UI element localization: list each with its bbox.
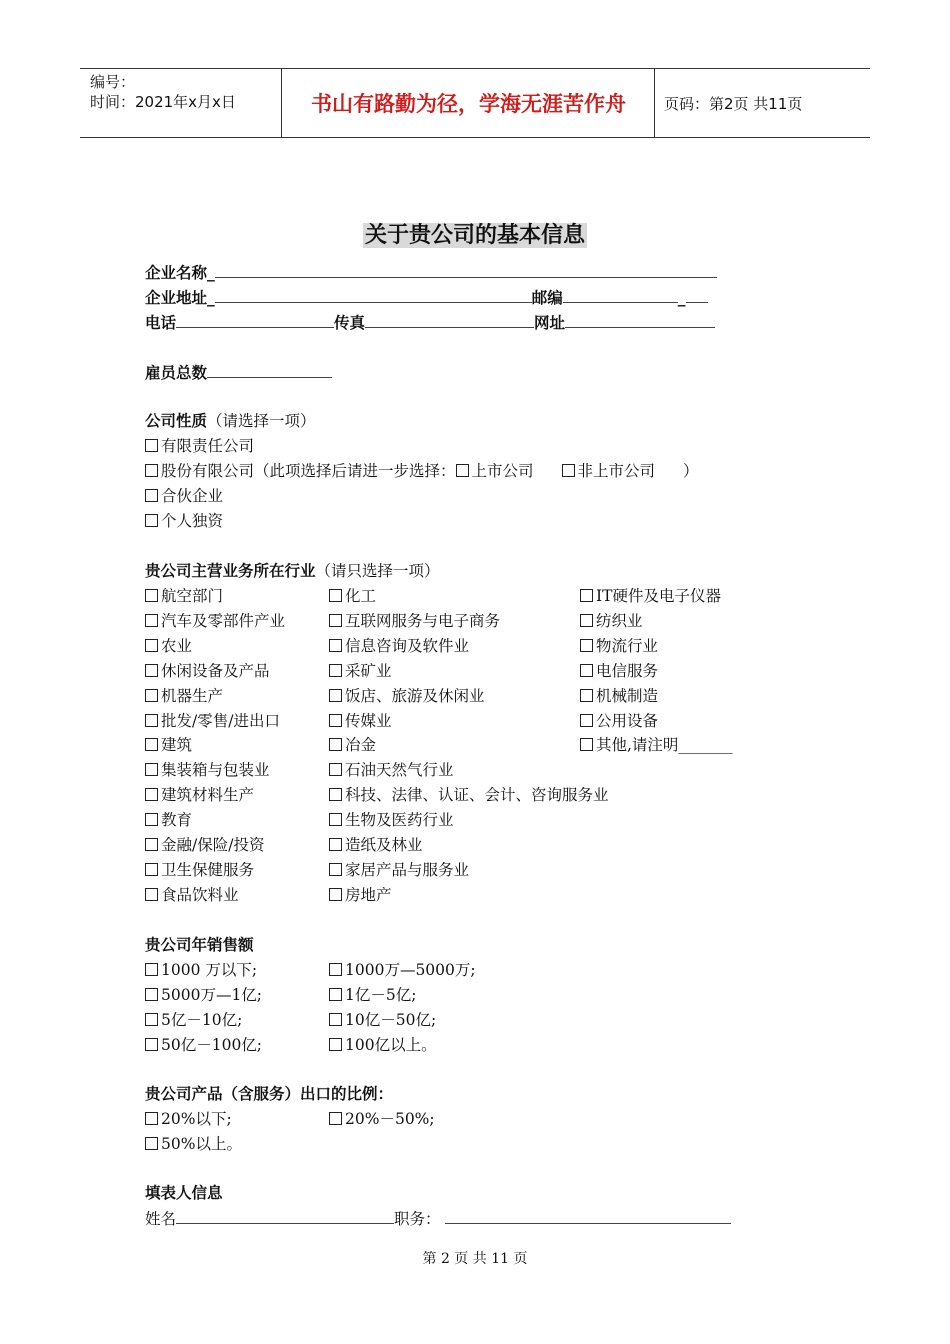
option-label: 机器生产: [161, 686, 224, 705]
option-label: 科技、法律、认证、会计、咨询服务业: [345, 786, 609, 805]
page-header: [80, 68, 870, 138]
checkbox-option[interactable]: [329, 960, 476, 980]
option-label: 食品饮料业: [161, 885, 239, 904]
checkbox[interactable]: [329, 714, 342, 727]
checkbox-option[interactable]: [329, 1109, 435, 1129]
checkbox[interactable]: [145, 813, 158, 826]
checkbox-option[interactable]: [329, 711, 392, 731]
checkbox[interactable]: [456, 464, 469, 477]
option-label: 集装箱与包装业: [161, 761, 270, 780]
checkbox-option[interactable]: [329, 586, 376, 606]
website-field[interactable]: [565, 312, 715, 328]
checkbox-option[interactable]: [329, 735, 376, 755]
option-label: 20%以下;: [161, 1110, 232, 1128]
checkbox-option[interactable]: [145, 1134, 242, 1154]
checkbox-option[interactable]: [145, 760, 270, 780]
checkbox[interactable]: [580, 689, 593, 702]
option-label: 卫生保健服务: [161, 860, 255, 879]
checkbox[interactable]: [145, 664, 158, 677]
checkbox[interactable]: [145, 589, 158, 602]
number-label: 编号：: [90, 73, 136, 91]
checkbox[interactable]: [329, 838, 342, 851]
checkbox[interactable]: [145, 714, 158, 727]
filler-name-field[interactable]: [176, 1208, 394, 1224]
checkbox-option[interactable]: [329, 611, 500, 631]
checkbox-option[interactable]: [145, 1035, 262, 1055]
filler-position-label: 职务：: [394, 1210, 441, 1228]
website-label: 网址: [534, 314, 566, 332]
checkbox[interactable]: [145, 963, 158, 976]
filler-heading: 填表人信息: [145, 1184, 223, 1202]
option-label: 教育: [161, 811, 193, 830]
checkbox-option[interactable]: [145, 661, 270, 681]
header-motto: 书山有路勤为径，学海无涯苦作舟: [311, 92, 626, 116]
export-heading: 贵公司产品（含服务）出口的比例：: [145, 1085, 394, 1103]
option-label: 批发/零售/进出口: [161, 711, 280, 730]
checkbox-option[interactable]: [580, 661, 658, 681]
phone-field[interactable]: [176, 312, 334, 328]
checkbox[interactable]: [145, 1038, 158, 1051]
header-meta: [90, 72, 236, 112]
employees-field[interactable]: [207, 362, 332, 378]
company-name-field[interactable]: [215, 262, 717, 278]
checkbox-option[interactable]: [329, 686, 485, 706]
option-label: IT硬件及电子仪器: [596, 587, 721, 605]
checkbox-option[interactable]: [580, 711, 658, 731]
option-label: 汽车及零部件产业: [161, 611, 286, 630]
checkbox[interactable]: [329, 963, 342, 976]
checkbox[interactable]: [145, 439, 158, 452]
checkbox-option[interactable]: [145, 885, 239, 905]
checkbox[interactable]: [145, 689, 158, 702]
checkbox-option[interactable]: [580, 586, 721, 606]
checkbox-option[interactable]: [145, 611, 285, 631]
header-divider: [654, 69, 655, 137]
option-label: 化工: [345, 587, 377, 605]
sales-heading: 贵公司年销售额: [145, 936, 254, 954]
postcode-field-tail[interactable]: [686, 287, 708, 303]
checkbox-option[interactable]: [145, 586, 223, 606]
option-label: 航空部门: [161, 587, 224, 605]
checkbox-option[interactable]: [329, 1035, 437, 1055]
nature-heading: 公司性质（请选择一项）: [145, 412, 316, 430]
checkbox-option[interactable]: [145, 785, 254, 805]
option-label: 10亿－50亿;: [345, 1010, 437, 1029]
phone-label: 电话: [145, 314, 177, 332]
checkbox[interactable]: [329, 1013, 342, 1026]
checkbox[interactable]: [329, 763, 342, 776]
checkbox[interactable]: [329, 863, 342, 876]
checkbox[interactable]: [145, 464, 158, 477]
company-address-field[interactable]: [215, 287, 532, 303]
checkbox[interactable]: [580, 738, 593, 751]
checkbox[interactable]: [145, 863, 158, 876]
checkbox[interactable]: [580, 639, 593, 652]
option-label: 信息咨询及软件业: [345, 636, 470, 655]
option-label: 其他,请注明_______: [596, 736, 733, 755]
checkbox[interactable]: [145, 614, 158, 627]
option-label: 造纸及林业: [345, 836, 423, 854]
option-label: 电信服务: [596, 661, 659, 680]
option-label: 建筑: [161, 736, 193, 755]
checkbox[interactable]: [329, 738, 342, 751]
checkbox[interactable]: [145, 738, 158, 751]
industry-heading: 贵公司主营业务所在行业（请只选择一项）: [145, 562, 440, 580]
checkbox-option[interactable]: [329, 810, 454, 830]
nature-option[interactable]: 合伙企业: [145, 486, 223, 506]
checkbox-option[interactable]: [145, 636, 192, 656]
checkbox[interactable]: [329, 1112, 342, 1125]
checkbox-option[interactable]: [145, 1109, 232, 1129]
option-label: 机械制造: [596, 686, 659, 705]
employees-row: [145, 362, 332, 383]
option-label: 1000 万以下;: [161, 961, 258, 979]
option-label: 5000万—1亿;: [161, 985, 263, 1004]
checkbox-option[interactable]: [580, 611, 643, 631]
checkbox-option[interactable]: [580, 636, 658, 656]
option-label: 50亿－100亿;: [161, 1035, 263, 1054]
checkbox[interactable]: [329, 589, 342, 602]
checkbox-option[interactable]: [329, 661, 392, 681]
checkbox[interactable]: [329, 664, 342, 677]
checkbox[interactable]: [329, 788, 342, 801]
option-label: 互联网服务与电子商务: [345, 611, 501, 630]
checkbox[interactable]: [329, 689, 342, 702]
checkbox-option[interactable]: [145, 810, 192, 830]
option-label: 传媒业: [345, 711, 392, 730]
postcode-field[interactable]: [563, 287, 678, 303]
checkbox[interactable]: [329, 888, 342, 901]
option-label: 冶金: [345, 736, 377, 755]
checkbox[interactable]: [329, 988, 342, 1001]
company-address-row: 企业地址_ 邮编 _: [145, 287, 708, 308]
checkbox[interactable]: [145, 888, 158, 901]
checkbox-option[interactable]: [329, 760, 454, 780]
checkbox-option[interactable]: [145, 835, 264, 855]
option-label: 农业: [161, 636, 193, 655]
option-label: 石油天然气行业: [345, 761, 454, 780]
checkbox[interactable]: [329, 614, 342, 627]
checkbox[interactable]: [580, 664, 593, 677]
checkbox-option[interactable]: [329, 636, 469, 656]
checkbox-option[interactable]: [580, 686, 658, 706]
option-label: 饭店、旅游及休闲业: [345, 686, 485, 705]
option-label: 1亿－5亿;: [345, 985, 417, 1004]
filler-position-field[interactable]: [445, 1208, 731, 1224]
nature-option[interactable]: 个人独资: [145, 511, 223, 531]
fax-field[interactable]: [365, 312, 534, 328]
option-label: 建筑材料生产: [161, 786, 255, 805]
contact-row: [145, 312, 715, 333]
company-address-label: 企业地址_: [145, 289, 215, 307]
option-label: 纺织业: [596, 611, 643, 630]
checkbox[interactable]: [145, 1013, 158, 1026]
checkbox-option[interactable]: [329, 1010, 436, 1030]
option-label: 公用设备: [596, 711, 659, 730]
checkbox[interactable]: [145, 763, 158, 776]
checkbox[interactable]: [580, 614, 593, 627]
option-label: 家居产品与服务业: [345, 860, 470, 879]
checkbox-option[interactable]: [329, 885, 392, 905]
page-title: 关于贵公司的基本信息: [364, 223, 585, 248]
filler-name-label: 姓名: [145, 1210, 177, 1228]
option-label: 20%－50%;: [345, 1110, 435, 1128]
page-footer: 第 2 页 共 11 页: [422, 1251, 528, 1267]
checkbox[interactable]: [145, 838, 158, 851]
employees-label: 雇员总数: [145, 364, 208, 382]
checkbox[interactable]: [562, 464, 575, 477]
company-name-row: [145, 262, 717, 283]
postcode-label: 邮编: [531, 289, 563, 307]
nature-option[interactable]: 有限责任公司: [145, 436, 254, 456]
checkbox-option[interactable]: [145, 960, 257, 980]
option-label: 物流行业: [596, 636, 659, 655]
checkbox-option[interactable]: [145, 686, 223, 706]
checkbox[interactable]: [580, 589, 593, 602]
checkbox-option[interactable]: [329, 785, 609, 805]
option-label: 100亿以上。: [345, 1035, 437, 1054]
option-label: 金融/保险/投资: [161, 836, 265, 854]
nature-option[interactable]: 股份有限公司（此项选择后请进一步选择： 上市公司 非上市公司 ）: [145, 461, 699, 481]
fax-label: 传真: [334, 314, 366, 332]
option-label: 5亿－10亿;: [161, 1010, 243, 1029]
checkbox[interactable]: [329, 639, 342, 652]
company-name-label: 企业名称_: [145, 264, 215, 282]
checkbox[interactable]: [145, 988, 158, 1001]
checkbox[interactable]: [145, 788, 158, 801]
checkbox-option[interactable]: [145, 711, 280, 731]
checkbox-option[interactable]: [145, 1010, 242, 1030]
option-label: 1000万—5000万;: [345, 961, 476, 979]
page-info: 页码：第2页 共11页: [664, 95, 803, 113]
option-label: 采矿业: [345, 661, 392, 680]
checkbox-option[interactable]: [145, 735, 192, 755]
option-label: 休闲设备及产品: [161, 661, 270, 680]
checkbox-option[interactable]: [145, 860, 254, 880]
option-label: 50%以上。: [161, 1134, 242, 1153]
checkbox[interactable]: [145, 514, 158, 527]
checkbox[interactable]: [145, 1137, 158, 1150]
checkbox[interactable]: [145, 639, 158, 652]
checkbox[interactable]: [580, 714, 593, 727]
checkbox-option[interactable]: [145, 985, 262, 1005]
time-label: 时间：2021年x月x日: [90, 93, 236, 111]
checkbox-option[interactable]: [329, 860, 469, 880]
filler-row: [145, 1208, 731, 1229]
checkbox[interactable]: [145, 489, 158, 502]
checkbox-option[interactable]: [329, 985, 416, 1005]
option-label: 房地产: [345, 885, 392, 904]
checkbox[interactable]: [145, 1112, 158, 1125]
option-label: 生物及医药行业: [345, 811, 454, 830]
checkbox-option[interactable]: [580, 735, 733, 755]
checkbox[interactable]: [329, 1038, 342, 1051]
checkbox-option[interactable]: [329, 835, 423, 855]
checkbox[interactable]: [329, 813, 342, 826]
